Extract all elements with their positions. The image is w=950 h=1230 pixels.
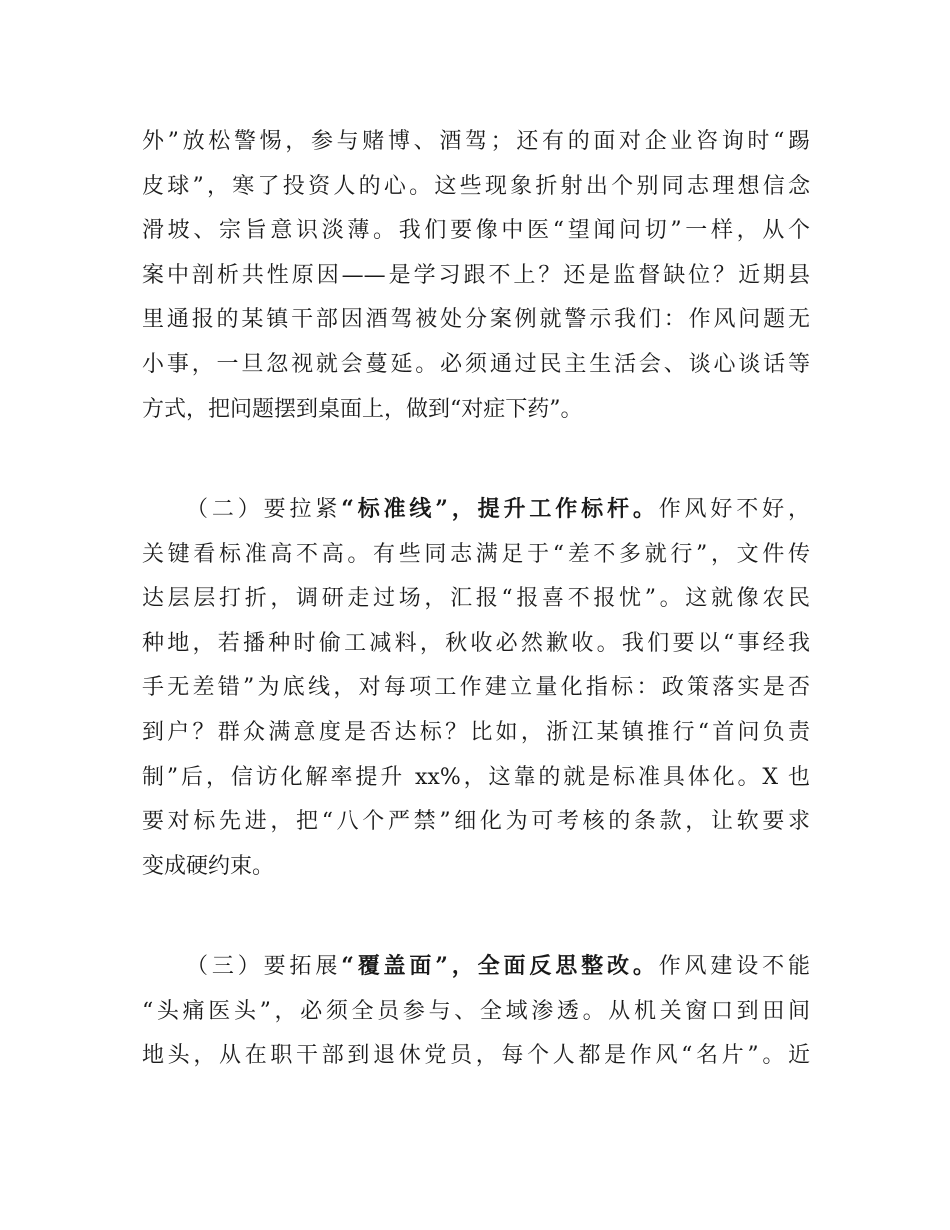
text-line: 小事，一旦忽视就会蔓延。必须通过民主生活会、谈心谈话等 — [142, 351, 810, 377]
text-line: 外”放松警惕，参与赌博、酒驾；还有的面对企业咨询时“踢 — [142, 129, 810, 154]
text-line: 地头，从在职干部到退休党员，每个人都是作风“名片”。近 — [142, 1043, 810, 1069]
text-line: 达层层打折，调研走过场，汇报“报喜不报忧”。这就像农民 — [142, 586, 810, 612]
text-line: 手无差错”为底线，对每项工作建立量化指标：政策落实是否 — [142, 675, 810, 701]
text-line: “头痛医头”，必须全员参与、全域渗透。从机关窗口到田间 — [142, 998, 810, 1024]
section-heading-bold: “覆盖面”，全面反思整改。 — [341, 953, 659, 979]
section-heading-bold: “标准线”，提升工作标杆。 — [341, 496, 659, 522]
section-heading-line — [142, 944, 810, 990]
text-line: 案中剖析共性原因——是学习跟不上？还是监督缺位？近期县 — [142, 262, 810, 288]
text-line: 要对标先进，把“八个严禁”细化为可考核的条款，让软要求 — [142, 809, 810, 835]
section-heading-line — [142, 487, 810, 533]
text-line: 方式，把问题摆到桌面上，做到“对症下药”。 — [142, 396, 583, 422]
section-number: （三） — [186, 954, 264, 979]
text-line: 皮球”，寒了投资人的心。这些现象折射出个别同志理想信念 — [142, 173, 810, 199]
section-heading-text: 要拉紧 — [263, 497, 342, 522]
text-line: 滑坡、宗旨意识淡薄。我们要像中医“望闻问切”一样，从个 — [142, 218, 810, 244]
paragraph-3 — [142, 944, 810, 1079]
text-line: 变成硬约束。 — [142, 853, 275, 879]
text-line: 制”后，信访化解率提升 xx%，这靠的就是标准具体化。X 也 — [142, 764, 810, 790]
section-heading-text: 要拓展 — [263, 954, 342, 979]
text-line: 种地，若播种时偷工减料，秋收必然歉收。我们要以“事经我 — [142, 630, 810, 656]
paragraph-1 — [142, 120, 810, 432]
paragraph-2 — [142, 487, 810, 889]
section-number: （二） — [186, 497, 264, 522]
section-first-line-rest: 作风建设不能 — [658, 954, 810, 979]
section-first-line-rest: 作风好不好， — [658, 497, 810, 522]
text-line: 到户？群众满意度是否达标？比如，浙江某镇推行“首问负责 — [142, 719, 810, 745]
text-line: 关键看标准高不高。有些同志满足于“差不多就行”，文件传 — [142, 541, 810, 567]
text-line: 里通报的某镇干部因酒驾被处分案例就警示我们：作风问题无 — [142, 307, 810, 333]
